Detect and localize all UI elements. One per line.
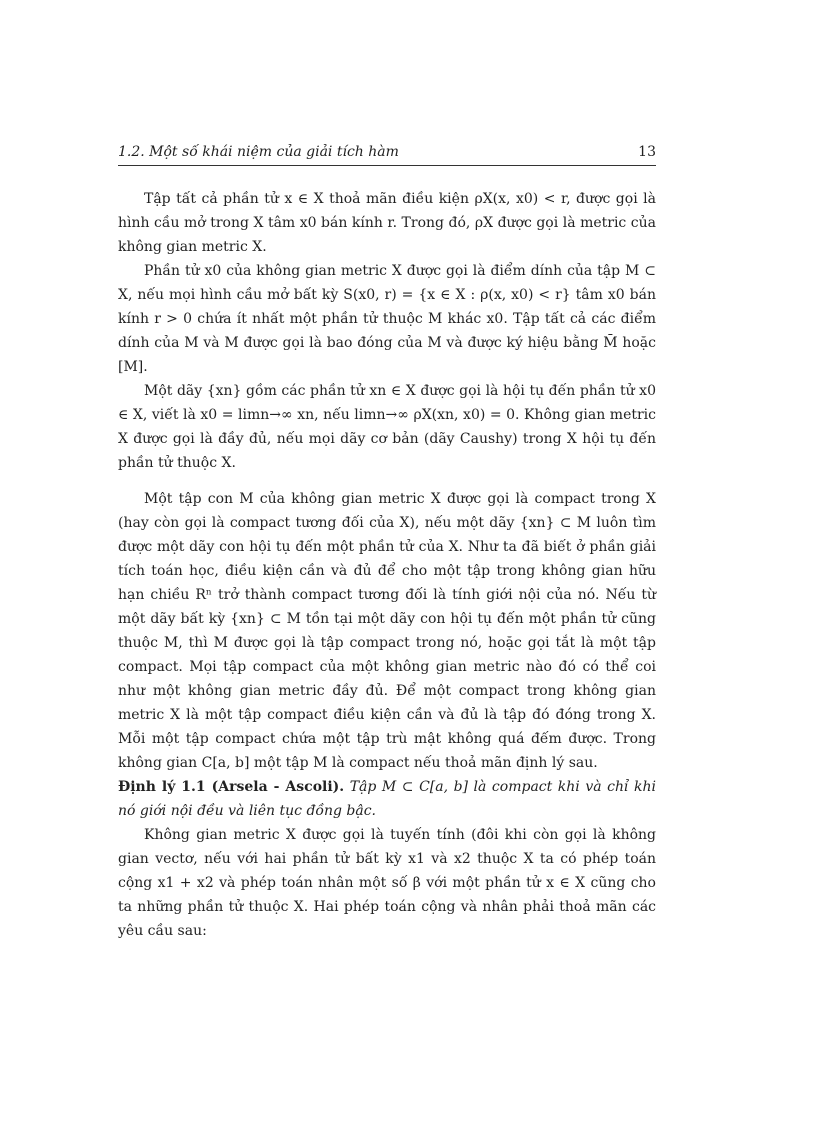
running-header [118,143,656,166]
theorem-arsela-ascoli [118,775,656,823]
paragraph-compact: Một tập con M của không gian metric X được gọi là compact trong X (hay còn gọi là compact tương đối của X), nếu một dãy {xn} ⊂ M luôn tìm được một dãy con hội tụ đến một phần tử của X. Như ta đã biết ở phần giải tích toán học, điều kiện cần và đủ để cho một tập trong không gian hữu hạn chiều Rⁿ trở thành compact tương đối là tính giới nội của nó. Nếu từ một dãy bất kỳ {xn} ⊂ M tồn tại một dãy con hội tụ đến một phần tử cũng thuộc M, thì M được gọi là tập compact trong nó, hoặc gọi tắt là một tập compact. Mọi tập compact của một không gian metric nào đó có thể coi như một không gian metric đầy đủ. Để một compact trong không gian metric X là một tập compact điều kiện cần và đủ là tập đó đóng trong X. Mỗi một tập compact chứa một tập trù mật không quá đếm được. Trong không gian C[a, b] một tập M là compact nếu thoả mãn định lý sau. [118,491,656,771]
paragraph-convergence: Một dãy {xn} gồm các phần tử xn ∈ X được gọi là hội tụ đến phần tử x0 ∈ X, viết là x0 = limn→∞ xn, nếu limn→∞ ρX(xn, x0) = 0. Không gian metric X được gọi là đầy đủ, nếu mọi dãy cơ bản (dãy Caushy) trong X hội tụ đến phần tử thuộc X. [118,383,656,471]
paragraph-open-ball: Tập tất cả phần tử x ∈ X thoả mãn điều kiện ρX(x, x0) < r, được gọi là hình cầu mở trong X tâm x0 bán kính r. Trong đó, ρX được gọi là metric của không gian metric X. [118,191,656,255]
section-title: 1.2. Một số khái niệm của giải tích hàm [118,144,399,160]
body-text [118,187,656,943]
page-number: 13 [638,144,656,160]
paragraph-linear-space: Không gian metric X được gọi là tuyến tính (đôi khi còn gọi là không gian vectơ, nếu với hai phần tử bất kỳ x1 và x2 thuộc X ta có phép toán cộng x1 + x2 và phép toán nhân một số β với một phần tử x ∈ X cũng cho ta những phần tử thuộc X. Hai phép toán cộng và nhân phải thoả mãn các yêu cầu sau: [118,827,656,939]
theorem-text: Tập M ⊂ C[a, b] là compact khi và chỉ khi nó giới nội đều và liên tục đồng bậc. [118,779,656,819]
theorem-title: Định lý 1.1 (Arsela - Ascoli). [118,779,345,795]
paragraph-adherent-point: Phần tử x0 của không gian metric X được gọi là điểm dính của tập M ⊂ X, nếu mọi hình cầu mở bất kỳ S(x0, r) = {x ∈ X : ρ(x, x0) < r} tâm x0 bán kính r > 0 chứa ít nhất một phần tử thuộc M khác x0. Tập tất cả các điểm dính của M và M được gọi là bao đóng của M và được ký hiệu bằng M̄ hoặc [M]. [118,263,656,375]
